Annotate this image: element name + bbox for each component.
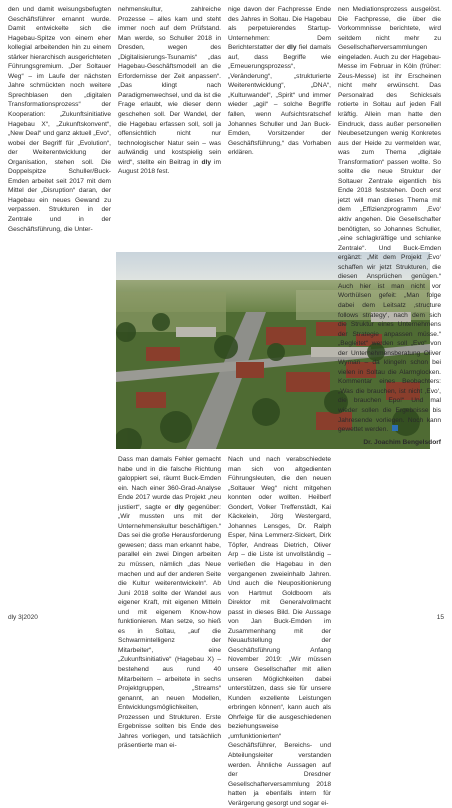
column-1-text: den und damit weisungsbefugten Geschäftsführer ernannt wurde. Damit entwickelte sich die Hagebau-Spitze von einem eher kollegial arbeitenden hin zu einem stärker hierarchisch ausgerichteten Führungsgremium. „Der Soltauer Weg“ – im Laufe der nächsten Jahre schmückten noch weitere Sprechblasen den „digitalen Transformationsprozess“ der Kooperation: „Zukunftsinitiative Hagebau X“, „Zukunftskonvent“, „New Deal“ und ganz aktuell „Evo“, wobei der Begriff für „Evolution“, der Weiterentwicklung der Organisation, stehen soll. Die Doppelspitze Schuller/Buck-Emden arbeitet seit 2017 mit dem Mittel der „Disruption“ daran, der Hagebau ein neues Gewand zu verpassen. Strukturen in der Zentrale und in der Geschäftsführung, die Unter-: [8, 6, 111, 233]
column-2-text-b-end: gegenüber: „Wir mussten uns mit der Unternehmenskultur beschäftigen.“ Das sei die große Herausforderung gewesen; dass man erkannt habe, parallel ein zwei Dingen arbeiten zu müssen, nämlich „das Neue machen und auf der anderen Seite die Kultur weiterentwickeln“. Ab Juni 2018 sollte der Wandel aus eigener Kraft, mit eigenen Mitteln und mit eigenem Know-how funktionieren. Man setze, so hieß es in Soltau, „auf die Schwarmintelligenz der Mitarbeiter“, eine „Zukunftsinitiative“ (Hagebau X) – bestehend aus rund 40 Mitarbeitern – arbeitete in sechs Projektgruppen, „Streams“ genannt, an neuen Modellen, Entwicklungsmöglichkeiten, Prozessen und Strukturen. Erste Ergebnisse sollten bis Ende des Jahres vorliegen, und tatsächlich präsentierte man ei-: [118, 503, 221, 750]
column-4-text-a: nen Mediationsprozess ausgelöst. Die Fachpresse, die über die Vorkommnisse berichtete, wird seitdem nicht mehr zu Gesellschafterversammlungen eingeladen. Auch zu der Hagebau-Messe im Februar in Köln (früher: Zeus-Messe) ist ihr Erscheinen nicht mehr erwünscht. Das Personalrad des Schicksals rotierte in Soltau auf jeden Fall kräftig. Allein man hatte den Eindruck, dass außer personellen Neubesetzungen wenig Konkretes aus der Heide zu vermelden war, was zum Thema „digitale Transformation“ passen wollte. So sollte die neue Struktur der Soltauer Zentrale eigentlich bis Ende 2018 feststehen. Doch erst jetzt will man dieses Thema mit dem „Effizienzprogramm ‚Evo‘ aktiv angehen. Die Gesellschafter benötigten, so Johannes Schuller, „eine schlagkräftige und schlanke Zentrale“. Und Buck-Emden ergänzt: „Mit dem Projekt ‚Evo‘ schaffen wir jetzt Strukturen, die diesen Ansprüchen genügen.“ Auch hier ist man nicht vor Worthülsen gefeit: „Man folge dabei dem Leitsatz ‚structure follows strategy‘, nach dem sich die Struktur eines Unternehmens der Strategie anpassen müsse.“ „Begleitet“ werden soll „Evo“ von der Unternehmensberatung Oliver Wyman – da klingeln schon bei vielen in Soltau die Alarmglocken. Kommentar eines Beobachters: „Was die brauchen, ist nicht ‚Evo‘, die brauchen Epo!“ Und mal wieder sollen die Ergebnisse bis Jahresende vorliegen. Noch kann gewettet werden.: [338, 6, 441, 434]
text-column-1: [8, 5, 111, 234]
dly-mention: dly: [174, 503, 184, 511]
column-4-text: [338, 5, 441, 435]
column-2-text-a: nehmenskultur, zahlreiche Prozesse – alles kam und steht immer noch auf dem Prüfstand. Man werde, so Schuller 2018 in Dresden, wegen des „Digitalisierungs-Tsunamis“ „das Hagebau-Geschäftsmodell an die Erfordernisse der Zeit anpassen“. „Das klingt nach Paradigmenwechsel, und da ist die Frage erlaubt, wie dieser denn geschehen soll. Der Wandel, der die Hagebau erfassen soll, soll ja offensichtlich nicht nur technologischer Natur sein – was aufwändig und kostspielig sein wird“, stellte ein Beitrag in: [118, 6, 221, 166]
issue-label: dly 3|2020: [8, 614, 38, 621]
text-column-3-bottom: [228, 455, 331, 808]
column-3-text-bottom: Nach und nach verabschiedete man sich von altgedienten Führungsleuten, die den neuen „Soltauer Weg“ nicht mitgehen konnten oder wollten. Heilberf Gondert, Volker Treffenstädt, Kai Käckelein, Jörg Westergard, Johannes Lensges, Dr. Ralph Esper, Nina Lemmerz-Sickert, Dirk Töpfer, Andreas Dietrich, Oliver Arp – die Liste ist unvollständig – verließen die Hagebau in den vergangenen zweieinhalb Jahren. Und auch die Neupositionierung von Hartmut Goldboom als Direktor mit Generalvollmacht passt in dieses Bild. Die Aussage von Jan Buck-Emden im Zusammenhang mit der Neuaufstellung der Geschäftsführung Anfang November 2019: „Wir müssen unsere Gesellschafter mit allen unseren Möglichkeiten dabei unterstützen, dass sie für unsere Kunden exzellente Leistungen erbringen können“, kann auch als Ohrfeige für die ausgeschiedenen beziehungsweise „umfunktionierten“ Geschäftsführer, Bereichs- und Abteilungsleiter verstanden werden. Ähnliche Aussagen auf der Dresdner Gesellschafterversammlung 2018 hatten ja ebenfalls intern für Verärgerung gesorgt und sogar ei-: [228, 456, 331, 807]
column-2-text-a-end: im August 2018 fest.: [118, 158, 221, 176]
column-3-text-top: [228, 5, 331, 158]
column-2-text-b: Dass man damals Fehler gemacht habe und in die falsche Richtung galoppiert sei, räumt Buck-Emden ein. Nach einer 360-Grad-Analyse Ende 2017 wurde das Projekt „neu justiert“, sagte er: [118, 456, 221, 511]
column-3-text-a: nige davon der Fachpresse Ende des Jahres in Soltau. Die Hagebau als perpetuierendes Startup-Unternehmen: Dem Berichterstatter der: [228, 6, 331, 52]
end-mark-icon: [392, 425, 398, 431]
column-3-text-a-end: fiel damals auf, dass Begriffe wie „Erneuerungsprozess“, „Veränderung“, „strukturierte Weiterentwicklung“, „DNA“, „Kulturwandel“, „Spirit“ und immer wieder „agil“ – solche Begriffe fallen, wenn Aufsichtsratschef Johannes Schuller und Jan Buck-Emden, Vorsitzender der Geschäftsführung,“ das Vorhaben erklären.: [228, 44, 331, 157]
text-column-4-top: [338, 5, 441, 447]
page-number: 15: [436, 614, 444, 621]
author-signature: Dr. Joachim Bengelsdorf: [363, 438, 441, 446]
column-2-text-top: [118, 5, 221, 177]
text-column-2-top: [118, 5, 221, 177]
text-column-2-bottom: [118, 455, 221, 751]
dly-mention: dly: [287, 44, 297, 52]
text-column-3-top: [228, 5, 331, 158]
dly-mention: dly: [201, 158, 211, 166]
column-2-text-bottom: [118, 455, 221, 751]
